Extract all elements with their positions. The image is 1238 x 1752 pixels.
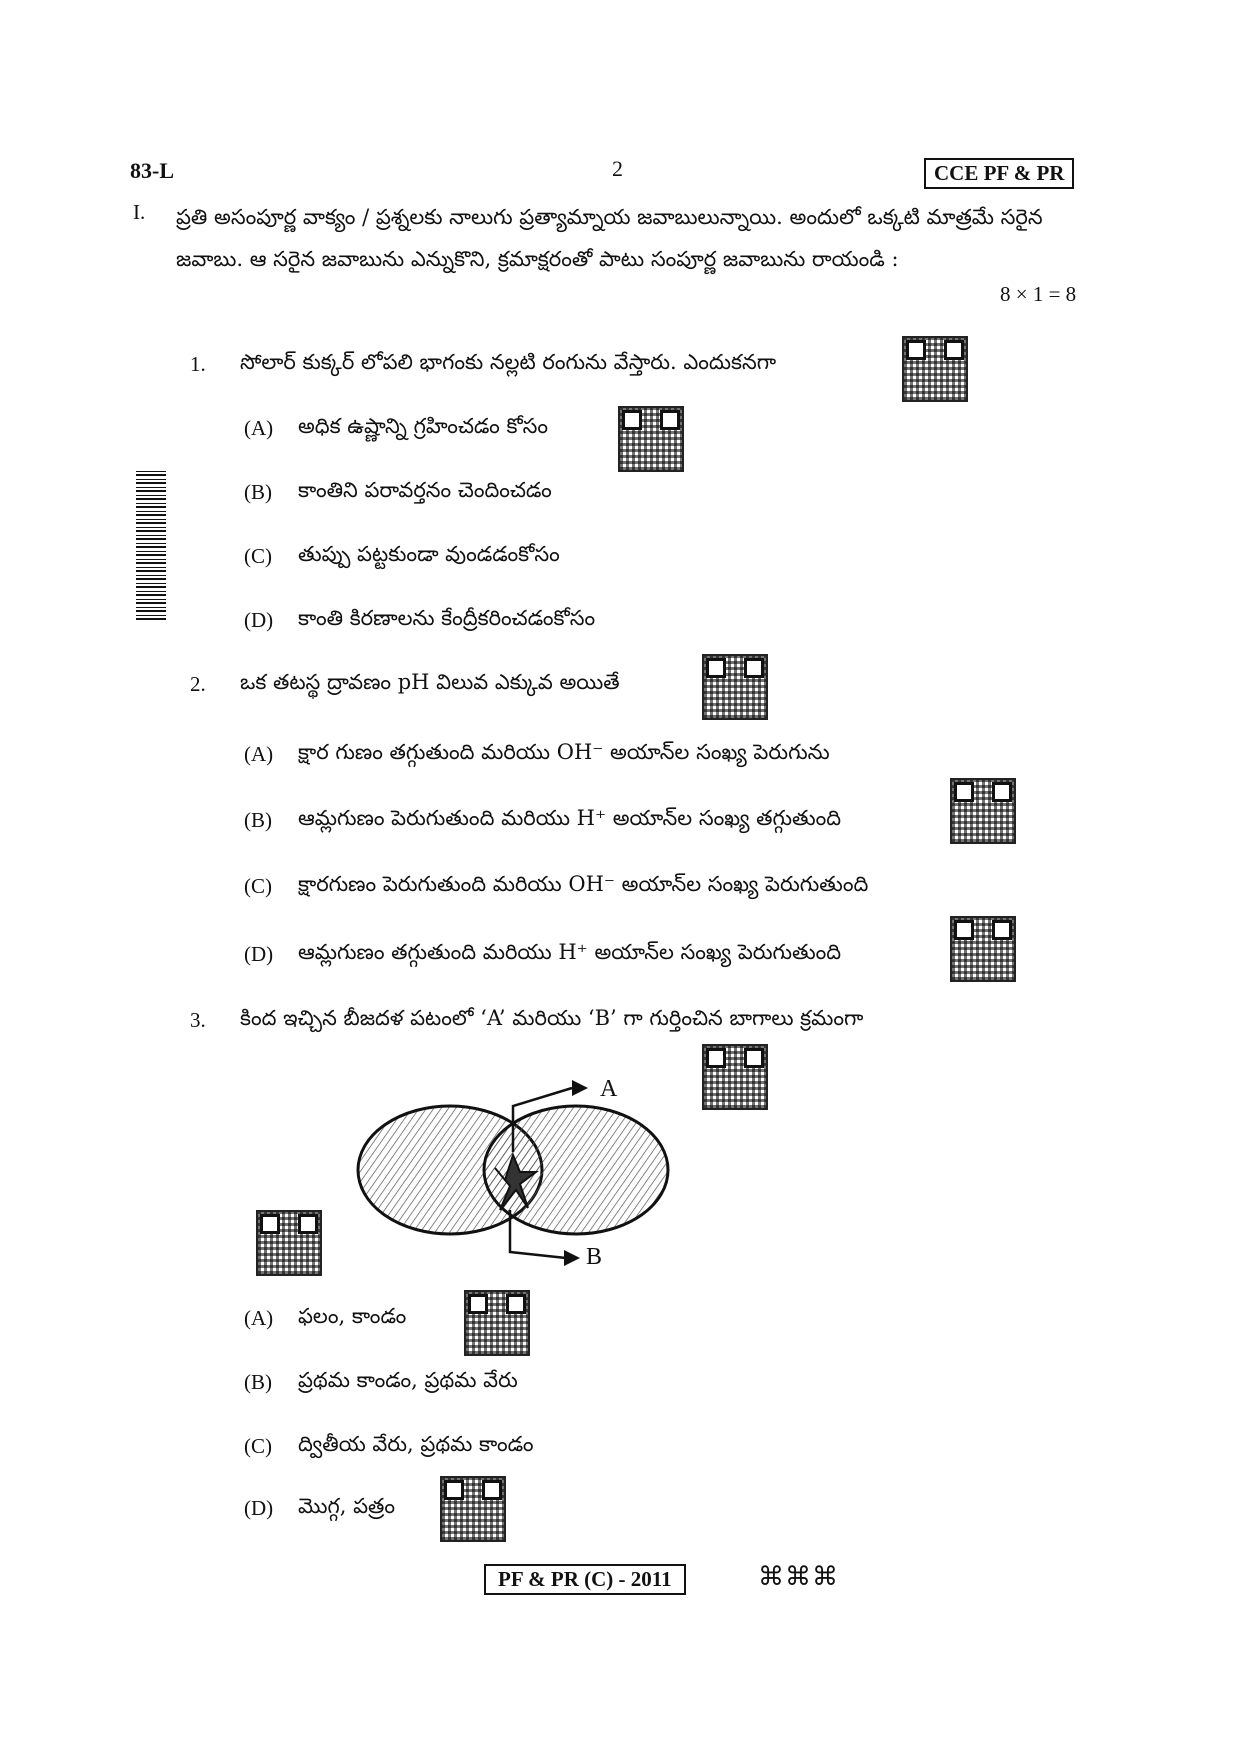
qr-code-icon	[704, 1046, 766, 1108]
qr-code-icon	[952, 780, 1014, 842]
option-text: కాంతిని పరావర్తనం చెందించడం	[298, 478, 552, 502]
option-text: ఆమ్లగుణం తగ్గుతుంది మరియు H⁺ అయాన్‌ల సంఖ్య పెరుగుతుంది	[298, 940, 842, 964]
option-label: (B)	[244, 808, 272, 832]
section-marks: 8 × 1 = 8	[1000, 282, 1077, 306]
option-text: ద్వితీయ వేరు, ప్రథమ కాండం	[298, 1432, 534, 1456]
figure-label-a: A	[600, 1076, 618, 1102]
option-label: (B)	[244, 1370, 272, 1394]
paper-code: 83-L	[130, 158, 174, 183]
footer-ornament: ⌘⌘⌘	[758, 1562, 839, 1592]
option-label: (A)	[244, 1306, 274, 1330]
page-number: 2	[612, 156, 623, 181]
figure-label-b: B	[586, 1244, 603, 1270]
question-number: 2.	[190, 672, 206, 696]
question-text: సోలార్ కుక్కర్ లోపలి భాగంకు నల్లటి రంగును వేస్తారు. ఎందుకనగా	[240, 350, 777, 374]
question-text: కింద ఇచ్చిన బీజదళ పటంలో ‘A’ మరియు ‘B’ గా గుర్తించిన బాగాలు క్రమంగా	[240, 1006, 864, 1030]
qr-code-icon	[952, 918, 1014, 980]
option-label: (A)	[244, 742, 274, 766]
option-text: అధిక ఉష్ణాన్ని గ్రహించడం కోసం	[298, 414, 549, 438]
option-text: ఆమ్లగుణం పెరుగుతుంది మరియు H⁺ అయాన్‌ల సంఖ్య తగ్గుతుంది	[298, 806, 842, 830]
option-text: ప్రథమ కాండం, ప్రథమ వేరు	[298, 1368, 518, 1392]
qr-code-icon	[704, 656, 766, 718]
question-number: 3.	[190, 1008, 206, 1032]
option-label: (D)	[244, 608, 274, 632]
footer-code-box: PF & PR (C) - 2011	[484, 1564, 686, 1595]
option-text: కాంతి కిరణాలను కేంద్రీకరించడంకోసం	[298, 606, 596, 630]
option-label: (D)	[244, 942, 274, 966]
option-label: (C)	[244, 1434, 272, 1458]
section-instruction: ప్రతి అసంపూర్ణ వాక్యం / ప్రశ్నలకు నాలుగు ప్రత్యామ్నాయ జవాబులున్నాయి. అందులో ఒక్కటి మాత్రమే సరైన జవాబు. ఆ సరైన జవాబును ఎన్నుకొని, క్రమాక్షరంతో పాటు సంపూర్ణ జవాబును రాయండి :	[176, 205, 1043, 271]
qr-code-icon	[442, 1478, 504, 1540]
question-text: ఒక తటస్థ ద్రావణం pH విలువ ఎక్కువ అయితే	[240, 670, 620, 694]
qr-code-icon	[620, 408, 682, 470]
side-barcode	[136, 470, 166, 620]
exam-code-box: CCE PF & PR	[924, 158, 1074, 189]
option-label: (B)	[244, 480, 272, 504]
option-text: క్షార గుణం తగ్గుతుంది మరియు OH⁻ అయాన్‌ల సంఖ్య పెరుగును	[298, 740, 830, 764]
option-label: (D)	[244, 1496, 274, 1520]
qr-code-icon	[258, 1212, 320, 1274]
qr-code-icon	[466, 1292, 528, 1354]
option-text: తుప్పు పట్టకుండా వుండడంకోసం	[298, 542, 560, 566]
option-label: (C)	[244, 544, 272, 568]
dicot-seed-figure	[350, 1060, 690, 1280]
option-label: (C)	[244, 874, 272, 898]
section-number: I.	[133, 200, 146, 224]
question-number: 1.	[190, 352, 206, 376]
option-label: (A)	[244, 416, 274, 440]
option-text: క్షారగుణం పెరుగుతుంది మరియు OH⁻ అయాన్‌ల సంఖ్య పెరుగుతుంది	[298, 872, 869, 896]
option-text: ఫలం, కాండం	[298, 1304, 407, 1328]
option-text: మొగ్గ, పత్రం	[298, 1494, 395, 1518]
qr-code-icon	[904, 338, 966, 400]
